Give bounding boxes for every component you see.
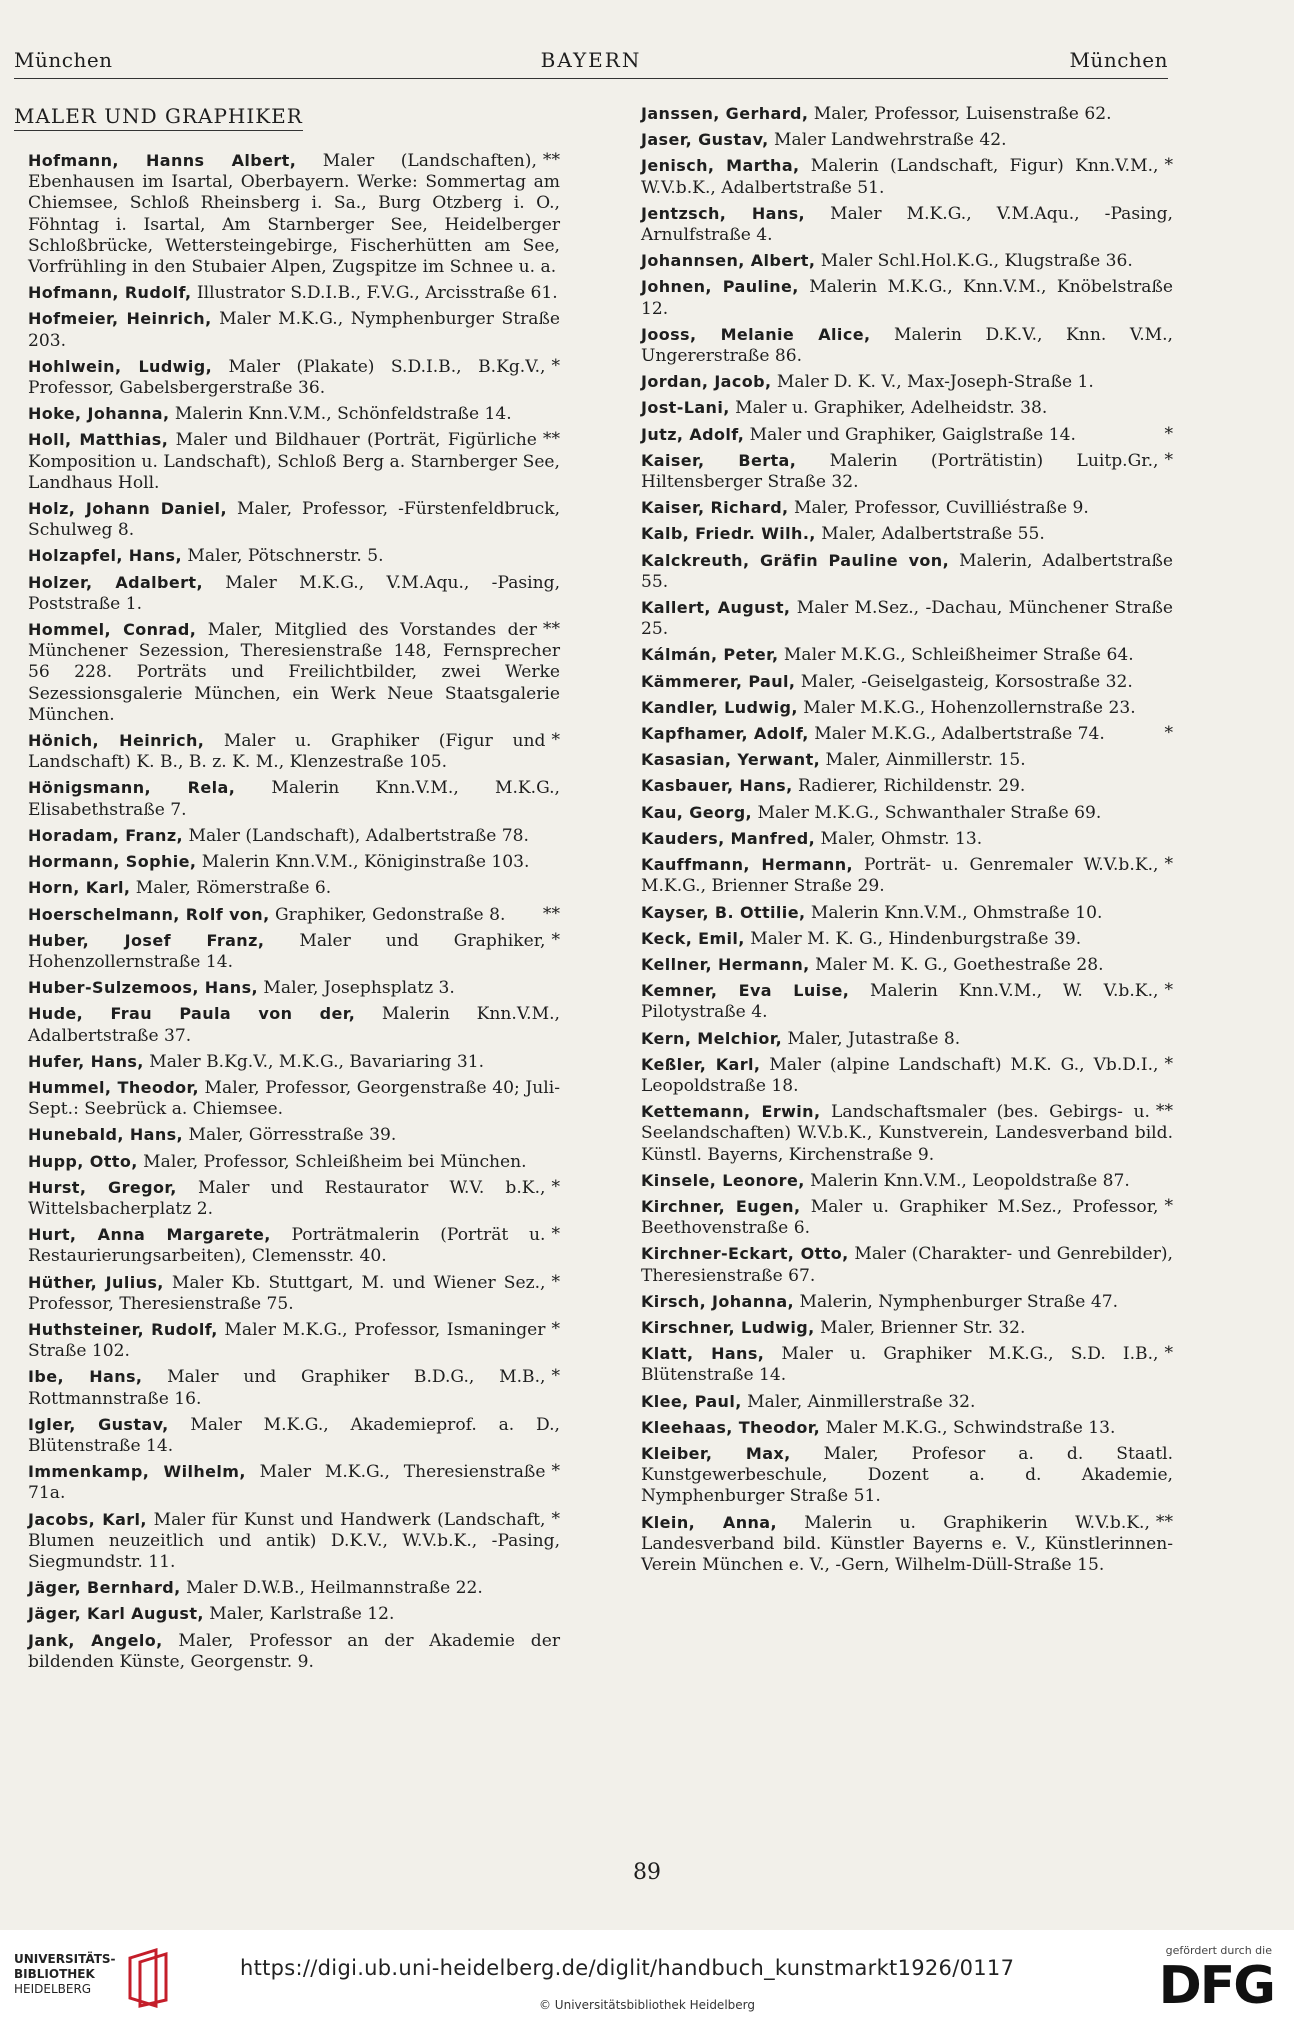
- entry-name: Jäger, Karl August,: [28, 1604, 204, 1624]
- entry-name: Kämmerer, Paul,: [641, 671, 796, 691]
- directory-entry: [641, 902, 1173, 924]
- logo-line-1: UNIVERSITÄTS-: [14, 1952, 116, 1966]
- source-url-link[interactable]: https://digi.ub.uni-heidelberg.de/diglit/handbuch_kunstmarkt1926/0117: [240, 1956, 1015, 1980]
- entry-text: Maler (Charakter- und Genrebilder), Theresienstraße 67.: [641, 1244, 1173, 1286]
- directory-entry: [641, 597, 1173, 640]
- directory-entry: [28, 1051, 560, 1073]
- entry-mark: *: [551, 730, 560, 751]
- directory-entry: [28, 1414, 560, 1457]
- directory-entry: [28, 403, 560, 425]
- entry-name: Jentzsch, Hans,: [641, 203, 806, 223]
- directory-entry: [28, 930, 560, 973]
- entry-name: Holzapfel, Hans,: [28, 546, 182, 566]
- directory-entry: [28, 825, 560, 847]
- directory-entry: [28, 1177, 560, 1220]
- entry-name: Kandler, Ludwig,: [641, 697, 798, 717]
- right-column: [641, 103, 1173, 1580]
- directory-entry: [641, 155, 1173, 198]
- entry-mark: *: [551, 1176, 560, 1197]
- entry-text: Maler, Adalbertstraße 55.: [815, 524, 1045, 545]
- entry-name: Hohlwein, Ludwig,: [28, 356, 213, 376]
- entry-name: Kern, Melchior,: [641, 1028, 783, 1048]
- entry-text: Maler M.K.G., Nymphenburger Straße 203.: [28, 309, 561, 351]
- entry-text: Maler M.K.G., Schleißheimer Straße 64.: [778, 645, 1134, 666]
- entry-text: Maler, Mitglied des Vorstandes der Münchener Sezession, Theresienstraße 148, Fernsprecher 56 228. Porträts und Freilichtbilder, zwei Werke Sezessionsgalerie München, ein Werk Neue Staatsgalerie München.: [28, 620, 560, 725]
- directory-entry: [641, 550, 1173, 593]
- entry-name: Hofmann, Rudolf,: [28, 283, 192, 303]
- entry-mark: *: [1164, 1343, 1173, 1364]
- entry-text: Maler M.K.G., Schwindstraße 13.: [820, 1417, 1116, 1438]
- entry-name: Kasbauer, Hans,: [641, 776, 793, 796]
- entry-mark: *: [1164, 423, 1173, 444]
- entry-mark: *: [1164, 980, 1173, 1001]
- entry-text: Maler (alpine Landschaft) M.K. G., Vb.D.I., Leopoldstraße 18.: [641, 1054, 1159, 1096]
- entry-name: Kálmán, Peter,: [641, 645, 779, 665]
- directory-entry: [641, 1291, 1173, 1313]
- logo-line-2: BIBLIOTHEK: [14, 1967, 95, 1981]
- entry-text: Maler, Brienner Str. 32.: [814, 1317, 1026, 1338]
- directory-entry: [28, 1124, 560, 1146]
- entry-text: Landschaftsmaler (bes. Gebirgs- u. Seelandschaften) W.V.b.K., Kunstverein, Landesverband bild. Künstl. Bayerns, Kirchenstraße 9.: [641, 1102, 1173, 1165]
- entry-name: Jooss, Melanie Alice,: [641, 324, 871, 344]
- entry-name: Kayser, B. Ottilie,: [641, 902, 806, 922]
- directory-entry: [641, 928, 1173, 950]
- entry-text: Maler und Graphiker, Hohenzollernstraße 14.: [28, 930, 546, 972]
- directory-entry: [28, 1603, 560, 1625]
- entry-name: Immenkamp, Wilhelm,: [28, 1462, 246, 1482]
- entry-mark: *: [1164, 155, 1173, 176]
- directory-entry: [28, 282, 560, 304]
- directory-entry: [641, 1343, 1173, 1386]
- running-head: [14, 48, 1168, 79]
- entry-text: Malerin Knn.V.M., Leopoldstraße 87.: [804, 1170, 1130, 1191]
- entry-text: Maler u. Graphiker M.Sez., Professor, Beethovenstraße 6.: [641, 1196, 1159, 1239]
- entry-name: Kleiber, Max,: [641, 1443, 791, 1463]
- entry-name: Holl, Matthias,: [28, 430, 169, 450]
- entry-name: Hoke, Johanna,: [28, 404, 170, 424]
- entry-text: Graphiker, Gedonstraße 8.: [269, 904, 506, 925]
- entry-text: Maler D.W.B., Heilmannstraße 22.: [180, 1578, 483, 1599]
- entry-name: Holz, Johann Daniel,: [28, 499, 227, 519]
- entry-mark: *: [551, 1508, 560, 1529]
- directory-entry: [28, 356, 560, 399]
- directory-entry: [641, 324, 1173, 367]
- entry-name: Hofmann, Hanns Albert,: [28, 151, 297, 170]
- entry-name: Hude, Frau Paula von der,: [28, 1004, 356, 1024]
- entry-text: Maler, Pötschnerstr. 5.: [181, 546, 384, 567]
- entry-name: Jäger, Bernhard,: [28, 1578, 181, 1598]
- entry-name: Kapfhamer, Adolf,: [641, 724, 809, 744]
- entry-text: Malerin, Adalbertstraße 55.: [641, 550, 1173, 592]
- entry-name: Jost-Lani,: [641, 398, 730, 418]
- directory-entry: [641, 371, 1173, 393]
- entry-mark: **: [1155, 1101, 1173, 1122]
- entry-text: Maler M.K.G., Akademieprof. a. D., Blütenstraße 14.: [28, 1414, 560, 1456]
- directory-entry: [28, 1003, 560, 1046]
- entry-mark: *: [1164, 1195, 1173, 1216]
- entry-name: Kirschner, Ludwig,: [641, 1317, 815, 1337]
- entry-text: Maler u. Graphiker (Figur und Landschaft) K. B., B. z. K. M., Klenzestraße 105.: [28, 731, 546, 773]
- directory-entry: [641, 276, 1173, 319]
- entry-text: Maler, Josephsplatz 3.: [258, 978, 455, 999]
- entry-mark: **: [1155, 1511, 1173, 1532]
- entry-text: Radierer, Richildenstr. 29.: [792, 776, 1026, 797]
- entry-text: Maler, Professor, Schleißheim bei München.: [137, 1151, 527, 1172]
- entry-text: Maler Kb. Stuttgart, M. und Wiener Sez., Professor, Theresienstraße 75.: [28, 1272, 546, 1314]
- entry-name: Kau, Georg,: [641, 802, 753, 822]
- directory-entry: [28, 308, 560, 351]
- entry-text: Maler, Profesor a. d. Staatl. Kunstgewerbeschule, Dozent a. d. Akademie, Nymphenburger Straße 51.: [641, 1443, 1174, 1507]
- directory-entry: [641, 775, 1173, 797]
- entry-name: Hurst, Gregor,: [28, 1177, 177, 1197]
- entry-name: Kauders, Manfred,: [641, 828, 816, 848]
- entry-name: Hormann, Sophie,: [28, 852, 197, 872]
- entry-text: Illustrator S.D.I.B., F.V.G., Arcisstraße 61.: [191, 283, 558, 304]
- entry-name: Kettemann, Erwin,: [641, 1102, 821, 1122]
- entry-name: Keck, Emil,: [641, 928, 745, 948]
- directory-entry: [28, 150, 560, 278]
- directory-entry: [641, 954, 1173, 976]
- entry-name: Hupp, Otto,: [28, 1151, 138, 1171]
- entry-name: Kleehaas, Theodor,: [641, 1417, 821, 1437]
- directory-entry: [641, 980, 1173, 1023]
- entry-name: Jordan, Jacob,: [641, 372, 772, 392]
- directory-entry: [641, 1243, 1173, 1286]
- running-head-right: München: [1069, 48, 1168, 72]
- directory-entry: [641, 1317, 1173, 1339]
- entry-text: Maler und Bildhauer (Porträt, Figürliche Komposition u. Landschaft), Schloß Berg a. Starnberger See, Landhaus Holl.: [28, 430, 560, 493]
- directory-entry: [641, 397, 1173, 419]
- entry-name: Klatt, Hans,: [641, 1344, 765, 1364]
- entry-text: Maler M.Sez., -Dachau, Münchener Straße 25.: [641, 598, 1173, 640]
- entry-name: Hunebald, Hans,: [28, 1125, 184, 1145]
- entry-text: Maler und Restaurator W.V. b.K., Wittelsbacherplatz 2.: [28, 1177, 546, 1219]
- entry-name: Kauffmann, Hermann,: [641, 855, 853, 875]
- entry-name: Jutz, Adolf,: [641, 424, 745, 444]
- entry-text: Maler, Professor an der Akademie der bildenden Künste, Georgenstr. 9.: [28, 1630, 560, 1672]
- directory-entry: [28, 572, 560, 615]
- directory-entry: [641, 129, 1173, 151]
- entry-text: Maler M.K.G., Hohenzollernstraße 23.: [797, 697, 1136, 718]
- directory-entry: [641, 1054, 1173, 1097]
- entry-text: Porträt- u. Genremaler W.V.b.K., M.K.G., Brienner Straße 29.: [641, 855, 1159, 897]
- entry-text: Malerin, Nymphenburger Straße 47.: [794, 1291, 1119, 1312]
- directory-entry: [641, 749, 1173, 771]
- entry-text: Maler M.K.G., V.M.Aqu., -Pasing, Poststraße 1.: [28, 572, 561, 614]
- entry-text: Maler, Römerstraße 6.: [130, 878, 332, 899]
- entry-name: Holzer, Adalbert,: [28, 572, 203, 592]
- entry-text: Maler M.K.G., Theresienstraße 71a.: [28, 1462, 546, 1504]
- entry-text: Maler und Graphiker B.D.G., M.B., Rottmannstraße 16.: [28, 1367, 546, 1409]
- entry-text: Malerin (Landschaft, Figur) Knn.V.M., W.V.b.K., Adalbertstraße 51.: [641, 156, 1159, 198]
- directory-entry: [641, 1417, 1173, 1439]
- entry-name: Klee, Paul,: [641, 1391, 742, 1411]
- entry-text: Maler, Ohmstr. 13.: [815, 828, 983, 849]
- entry-text: Maler, -Geiselgasteig, Korsostraße 32.: [795, 671, 1133, 692]
- directory-entry: [28, 877, 560, 899]
- directory-entry: [28, 545, 560, 567]
- entry-name: Kalckreuth, Gräfin Pauline von,: [641, 550, 950, 570]
- directory-entry: [28, 851, 560, 873]
- entry-text: Maler M.K.G., Professor, Ismaninger Straße 102.: [28, 1319, 546, 1362]
- entry-name: Kellner, Hermann,: [641, 954, 810, 974]
- entry-name: Hommel, Conrad,: [28, 620, 197, 640]
- running-head-center: BAYERN: [540, 48, 642, 72]
- entry-mark: **: [542, 619, 560, 640]
- entry-text: Malerin Knn.V.M., W. V.b.K., Pilotystraße 4.: [641, 981, 1159, 1023]
- entry-text: Maler (Landschaft), Adalbertstraße 78.: [183, 825, 529, 846]
- directory-entry: [28, 1461, 560, 1504]
- entry-name: Igler, Gustav,: [28, 1414, 169, 1434]
- entry-name: Jaser, Gustav,: [641, 130, 769, 150]
- entry-text: Malerin Knn.V.M., Königinstraße 103.: [196, 852, 530, 873]
- directory-entry: [28, 1319, 560, 1362]
- entry-name: Klein, Anna,: [641, 1512, 777, 1532]
- entry-text: Maler Landwehrstraße 42.: [768, 130, 1007, 151]
- directory-entry: [28, 1366, 560, 1409]
- directory-entry: [641, 250, 1173, 272]
- entry-text: Porträtmalerin (Porträt u. Restaurierungsarbeiten), Clemensstr. 40.: [28, 1225, 546, 1267]
- entry-name: Horn, Karl,: [28, 878, 131, 898]
- entry-text: Maler, Professor, Georgenstraße 40; Juli-Sept.: Seebrück a. Chiemsee.: [28, 1077, 560, 1120]
- entry-text: Maler (Landschaften), Ebenhausen im Isartal, Oberbayern. Werke: Sommertag am Chiemsee, Schloß Rheinsberg i. Sa., Burg Otzberg i. O., Föhntag i. Isartal, Am Starnberger See, Heidelberger Schloßbrücke, Wettersteingebirge, Fischerhütten am See, Vorfrühling in den Stubaier Alpen, Zugspitze im Schnee u. a.: [28, 151, 560, 278]
- entry-text: Maler M. K. G., Goethestraße 28.: [809, 954, 1104, 975]
- entry-text: Maler u. Graphiker, Adelheidstr. 38.: [729, 398, 1048, 419]
- entry-text: Maler M.K.G., V.M.Aqu., -Pasing, Arnulfstraße 4.: [641, 203, 1173, 246]
- directory-entry: [28, 1077, 560, 1120]
- entry-mark: *: [1164, 1053, 1173, 1074]
- directory-entry: [641, 1512, 1173, 1577]
- directory-entry: [28, 904, 560, 926]
- page-number: 89: [633, 1860, 661, 1885]
- directory-entry: [28, 777, 560, 820]
- entry-name: Hufer, Hans,: [28, 1051, 144, 1071]
- entry-name: Kallert, August,: [641, 598, 791, 618]
- directory-entry: [641, 450, 1173, 493]
- entry-name: Huthsteiner, Rudolf,: [28, 1319, 218, 1339]
- entry-text: Malerin Knn.V.M., M.K.G., Elisabethstraße 7.: [28, 778, 560, 820]
- entry-mark: *: [551, 929, 560, 950]
- directory-entry: [28, 1151, 560, 1173]
- entry-text: Maler, Professor, Cuvilliéstraße 9.: [788, 498, 1089, 519]
- dfg-logo[interactable]: DFG: [1158, 1956, 1274, 2016]
- entry-mark: *: [551, 1461, 560, 1482]
- directory-entry: [641, 1391, 1173, 1413]
- entry-name: Ibe, Hans,: [28, 1367, 143, 1387]
- directory-entry: [641, 671, 1173, 693]
- entry-mark: **: [542, 150, 560, 170]
- entry-text: Maler für Kunst und Handwerk (Landschaft, Blumen neuzeitlich und antik) D.K.V., W.V.b.K., -Pasing, Siegmundstr. 11.: [28, 1509, 560, 1572]
- entry-name: Hurt, Anna Margarete,: [28, 1225, 271, 1245]
- entry-name: Kaiser, Richard,: [641, 498, 789, 518]
- entry-text: Maler und Graphiker, Gaiglstraße 14.: [744, 424, 1076, 445]
- entry-text: Malerin Knn.V.M., Ohmstraße 10.: [805, 902, 1103, 923]
- entry-name: Hofmeier, Heinrich,: [28, 309, 212, 329]
- entry-mark: *: [551, 355, 560, 376]
- running-head-left: München: [14, 48, 113, 72]
- directory-entry: [641, 828, 1173, 850]
- directory-entry: [28, 1577, 560, 1599]
- entry-text: Malerin u. Graphikerin W.V.b.K., Landesverband bild. Künstler Bayerns e. V., Künstlerinnen-Verein München e. V., -Gern, Wilhelm-Düll-Straße 15.: [641, 1512, 1173, 1575]
- entry-mark: *: [551, 1318, 560, 1339]
- section-title: MALER UND GRAPHIKER: [14, 104, 303, 131]
- entry-name: Johnen, Pauline,: [641, 277, 799, 297]
- left-column: [28, 150, 560, 1677]
- directory-entry: [28, 498, 560, 541]
- entry-text: Malerin (Porträtistin) Luitp.Gr., Hiltensberger Straße 32.: [641, 450, 1159, 493]
- entry-text: Maler, Ainmillerstraße 32.: [741, 1391, 976, 1412]
- entry-mark: *: [1164, 854, 1173, 875]
- entry-text: Maler (Plakate) S.D.I.B., B.Kg.V., Professor, Gabelsbergerstraße 36.: [28, 356, 546, 399]
- entry-text: Malerin Knn.V.M., Schönfeldstraße 14.: [169, 404, 512, 425]
- entry-text: Maler B.Kg.V., M.K.G., Bavariaring 31.: [143, 1051, 485, 1072]
- entry-name: Kirsch, Johanna,: [641, 1291, 795, 1311]
- directory-entry: [641, 854, 1173, 897]
- dfg-caption: gefördert durch die: [1165, 1944, 1272, 1957]
- entry-name: Huber, Josef Franz,: [28, 930, 265, 950]
- copyright-notice: © Universitätsbibliothek Heidelberg: [538, 1998, 755, 2012]
- directory-entry: [641, 802, 1173, 824]
- entry-mark: *: [551, 1271, 560, 1292]
- logo-line-3: HEIDELBERG: [14, 1982, 92, 1996]
- entry-name: Kinsele, Leonore,: [641, 1170, 805, 1190]
- entry-mark: **: [542, 429, 560, 450]
- entry-name: Horadam, Franz,: [28, 825, 184, 845]
- directory-entry: [641, 644, 1173, 666]
- entry-name: Jenisch, Martha,: [641, 156, 800, 176]
- entry-name: Kemner, Eva Luise,: [641, 981, 850, 1001]
- directory-entry: [641, 424, 1173, 446]
- entry-name: Hönigsmann, Rela,: [28, 778, 236, 798]
- directory-entry: [28, 730, 560, 773]
- entry-name: Jacobs, Karl,: [28, 1509, 147, 1529]
- entry-text: Maler, Professor, Luisenstraße 62.: [808, 104, 1112, 124]
- directory-entry: [28, 1272, 560, 1315]
- directory-entry: [641, 697, 1173, 719]
- footer-bar: [0, 1930, 1294, 2027]
- entry-name: Kirchner, Eugen,: [641, 1196, 801, 1216]
- directory-entry: [28, 1509, 560, 1574]
- entry-text: Malerin M.K.G., Knn.V.M., Knöbelstraße 12.: [641, 277, 1173, 319]
- entry-name: Keßler, Karl,: [641, 1054, 761, 1074]
- directory-entry: [641, 1028, 1173, 1050]
- directory-entry: [641, 1443, 1173, 1508]
- entry-text: Maler M.K.G., Schwanthaler Straße 69.: [752, 802, 1102, 823]
- entry-name: Huber-Sulzemoos, Hans,: [28, 978, 258, 998]
- entry-name: Kalb, Friedr. Wilh.,: [641, 524, 816, 544]
- directory-entry: [641, 1101, 1173, 1166]
- directory-entry: [641, 723, 1173, 745]
- entry-mark: *: [1164, 449, 1173, 470]
- directory-entry: [28, 1630, 560, 1673]
- entry-text: Maler D. K. V., Max-Joseph-Straße 1.: [771, 372, 1094, 393]
- entry-mark: **: [542, 903, 560, 924]
- directory-entry: [28, 619, 560, 726]
- directory-entry: [28, 1224, 560, 1267]
- library-logo[interactable]: [14, 1952, 116, 1997]
- entry-text: Maler, Karlstraße 12.: [203, 1604, 395, 1625]
- entry-name: Janssen, Gerhard,: [641, 104, 809, 123]
- entry-name: Hüther, Julius,: [28, 1272, 164, 1292]
- entry-name: Kirchner-Eckart, Otto,: [641, 1244, 849, 1264]
- entry-text: Maler, Ainmillerstr. 15.: [820, 750, 1026, 771]
- directory-entry: [641, 103, 1173, 125]
- entry-name: Hoerschelmann, Rolf von,: [28, 904, 270, 924]
- directory-entry: [641, 1196, 1173, 1239]
- directory-entry: [641, 1170, 1173, 1192]
- directory-entry: [641, 497, 1173, 519]
- entry-text: Maler, Jutastraße 8.: [782, 1028, 961, 1049]
- entry-name: Hönich, Heinrich,: [28, 731, 205, 751]
- entry-mark: *: [1164, 723, 1173, 744]
- entry-name: Kaiser, Berta,: [641, 450, 797, 470]
- entry-name: Jank, Angelo,: [28, 1630, 163, 1650]
- entry-mark: *: [551, 1366, 560, 1387]
- entry-name: Kasasian, Yerwant,: [641, 750, 821, 770]
- directory-entry: [641, 523, 1173, 545]
- directory-entry: [28, 977, 560, 999]
- entry-text: Malerin Knn.V.M., Adalbertstraße 37.: [28, 1004, 560, 1046]
- entry-text: Maler, Professor, -Fürstenfeldbruck, Schulweg 8.: [28, 499, 560, 541]
- entry-text: Maler M. K. G., Hindenburgstraße 39.: [744, 928, 1082, 949]
- entry-text: Maler M.K.G., Adalbertstraße 74.: [808, 724, 1105, 745]
- entry-text: Maler Schl.Hol.K.G., Klugstraße 36.: [815, 251, 1133, 272]
- directory-entry: [28, 429, 560, 494]
- entry-text: Malerin D.K.V., Knn. V.M., Ungererstraße 86.: [641, 324, 1173, 367]
- entry-text: Maler u. Graphiker M.K.G., S.D. I.B., Blütenstraße 14.: [641, 1344, 1159, 1386]
- entry-text: Maler, Görresstraße 39.: [183, 1125, 397, 1146]
- entry-name: Johannsen, Albert,: [641, 251, 816, 271]
- directory-entry: [641, 203, 1173, 246]
- entry-mark: *: [551, 1224, 560, 1245]
- entry-name: Hummel, Theodor,: [28, 1077, 199, 1097]
